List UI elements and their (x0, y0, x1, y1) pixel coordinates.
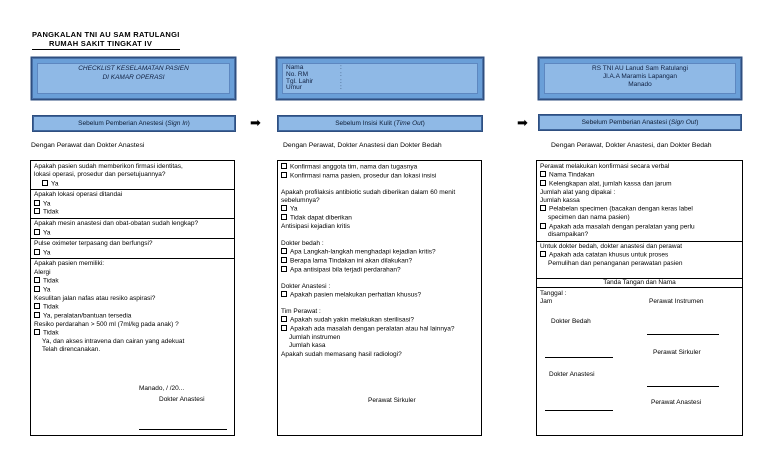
spacer (281, 274, 479, 282)
role-dokter-anastesi: Dokter Anastesi (549, 371, 595, 378)
item-text: Pelabelan specimen (bacakan dengan keras label (549, 205, 693, 213)
item-text: Berapa lama Tindakan ini akan dilakukan? (290, 257, 413, 265)
item-text: Perawat melakukan konfirmasi secara verbal (540, 163, 670, 170)
checklist-text (540, 214, 740, 222)
section-label: Sebelum Pemberian Anestesi ( (78, 119, 168, 127)
checklist-item (34, 303, 232, 312)
role-perawat-anastesi: Perawat Anastesi (651, 399, 702, 406)
item-text: Ya (51, 180, 59, 188)
place-date: Manado, / /20... (139, 385, 185, 392)
checklist-text (34, 346, 232, 354)
item-text: Jumlah kasa (289, 342, 326, 350)
checklist-item (34, 286, 232, 295)
item-text: Dokter Anastesi : (281, 282, 331, 290)
patient-labels (286, 65, 313, 92)
checklist-item (540, 223, 740, 232)
checkbox[interactable] (34, 277, 40, 283)
checkbox[interactable] (281, 214, 287, 220)
item-text: Kesulitan jalan nafas atau resiko aspirasi? (34, 294, 156, 302)
item-text: Apa Langkah-langkah menghadapi kejadian kritis? (290, 248, 436, 256)
checkbox[interactable] (42, 180, 48, 186)
label-no-rm: No. RM (286, 70, 309, 78)
item-text: Ya (43, 229, 51, 237)
checkbox[interactable] (540, 223, 546, 229)
checklist-text (281, 342, 479, 350)
sign-out-list (540, 163, 740, 268)
section-label: Sebelum Insisi Kulit ( (335, 119, 396, 127)
item-text: Untuk dokter bedah, dokter anastesi dan perawat (540, 242, 683, 250)
checklist-item (34, 312, 232, 321)
checklist-item (281, 291, 479, 300)
item-text: Ya (43, 200, 51, 208)
checkbox[interactable] (281, 163, 287, 169)
item-text: Apakah ada masalah dengan peralatan atau hal lainnya? (290, 325, 455, 333)
header-underline (32, 49, 180, 50)
checklist-item (281, 257, 479, 266)
patient-colons (340, 65, 342, 92)
role-dokter-bedah: Dokter Bedah (551, 318, 591, 325)
signature-line (545, 357, 613, 358)
item-text: Apakah profilaksis antibiotic sudah diberikan dalam 60 menit (281, 188, 456, 196)
checkbox[interactable] (34, 286, 40, 292)
title-line1: CHECKLIST KESELAMATAN PASIEN (78, 65, 189, 72)
section-end: ) (187, 119, 190, 127)
address-line3: Manado (628, 81, 652, 88)
checklist-text (540, 231, 740, 239)
jam-label: Jam (540, 298, 553, 305)
checkbox[interactable] (281, 291, 287, 297)
time-out-panel (277, 160, 482, 436)
checklist-text (540, 243, 740, 251)
item-text: specimen dan nama pasien) (548, 214, 630, 222)
item-text: Resiko perdarahan > 500 ml (7ml/kg pada anak) ? (34, 320, 179, 328)
section-italic: Sign Out (670, 118, 697, 126)
checklist-text (281, 283, 479, 291)
item-text: Apa antisipasi bila terjadi perdarahan? (290, 266, 401, 274)
checklist-title-box (32, 58, 235, 99)
checkbox[interactable] (281, 257, 287, 263)
checklist-text (34, 220, 232, 228)
item-text: Kelengkapan alat, jumlah kassa dan jarum (549, 180, 672, 188)
sign-in-list (34, 163, 232, 354)
label-tgl-lahir: Tgl. Lahir (286, 77, 314, 85)
checklist-text (34, 171, 232, 179)
item-text: Apakah pasien sudah memberikon firmasi identitas, (34, 163, 183, 170)
checklist-text (34, 260, 232, 268)
label-nama: Nama (286, 64, 304, 71)
item-text: Konfirmasi nama pasien, prosedur dan lokasi insisi (290, 172, 437, 180)
checkbox[interactable] (34, 249, 40, 255)
caption-time-out: Dengan Perawat, Dokter Anastesi dan Dokter Bedah (283, 142, 442, 149)
checklist-item (281, 325, 479, 334)
checklist-item (540, 251, 740, 260)
checklist-item (34, 249, 232, 258)
item-text: Apakah pasien melakukan perhatian khusus? (290, 291, 422, 299)
item-text: Ya (290, 205, 298, 213)
item-text: disampaikan? (548, 231, 589, 239)
checklist-item (281, 172, 479, 181)
colon: : (340, 64, 342, 71)
item-text: lokasi operasi, prosedur dan persetujuannya? (34, 171, 166, 179)
item-text: Tidak (43, 208, 59, 216)
checklist-item (34, 200, 232, 209)
checklist-text (281, 223, 479, 231)
caption-sign-out: Dengan Perawat, Dokter Anastesi, dan Dokter Bedah (551, 142, 712, 149)
section-end: ) (696, 118, 699, 126)
checkbox[interactable] (281, 266, 287, 272)
checklist-text (281, 334, 479, 342)
checklist-text (34, 295, 232, 303)
spacer (281, 181, 479, 189)
item-text: Tidak (43, 303, 59, 311)
checklist-item (34, 229, 232, 238)
checklist-item (34, 329, 232, 338)
section-label: Sebelum Pemberian Anastesi ( (581, 118, 671, 126)
checklist-item (281, 205, 479, 214)
item-text: Tim Perawat : (281, 308, 321, 316)
arrow-right-icon: ➡ (517, 115, 528, 130)
section-italic: Time Out (395, 119, 423, 127)
checklist-text (540, 163, 740, 171)
item-text: Apakah ada catatan khusus untuk proses (549, 251, 669, 259)
hospital-address-box (539, 58, 741, 99)
checkbox[interactable] (34, 303, 40, 309)
item-text: Telah direncanakan. (42, 345, 101, 353)
item-text: Konfirmasi anggota tim, nama dan tugasnya (290, 163, 418, 171)
item-text: Alergi (34, 268, 51, 276)
time-out-list (281, 163, 479, 359)
checklist-text (34, 163, 232, 171)
checkbox[interactable] (281, 205, 287, 211)
checklist-item (540, 205, 740, 214)
checklist-item (540, 171, 740, 180)
item-text: Nama Tindakan (549, 171, 595, 179)
item-text: Apakah sudah yakin melakukan sterilisasi? (290, 316, 414, 324)
item-text: Pemulihan dan penanganan perawatan pasien (548, 259, 683, 267)
checklist-item (281, 316, 479, 325)
checklist-item (34, 277, 232, 286)
caption-sign-in: Dengan Perawat dan Dokter Anastesi (31, 142, 145, 149)
checkbox[interactable] (34, 329, 40, 335)
item-text: Apakah ada masalah dengan peralatan yang perlu (549, 223, 695, 231)
signature-line (647, 334, 719, 335)
checklist-text (540, 189, 740, 197)
item-text: Tidak (43, 277, 59, 285)
checkbox[interactable] (281, 325, 287, 331)
address-line1: RS TNI AU Lanud Sam Ratulangi (592, 65, 688, 72)
patient-info-box (277, 58, 483, 99)
item-text: Apakah sudah memasang hasil radiologi? (281, 350, 402, 358)
item-text: Jumlah kassa (540, 197, 580, 205)
spacer (281, 231, 479, 239)
checkbox[interactable] (540, 171, 546, 177)
checklist-item (34, 180, 232, 189)
signature-line (647, 386, 719, 387)
tanggal-label: Tanggal : (540, 290, 567, 297)
section-time-out (278, 116, 482, 131)
spacer (281, 300, 479, 308)
section-sign-out (539, 115, 741, 130)
checklist-text (281, 189, 479, 197)
checklist-item (281, 266, 479, 275)
item-text: Apakah mesin anastesi dan obat-obatan sudah lengkap? (34, 220, 199, 228)
sig-divider (537, 287, 742, 288)
item-text: Apakah lokasi operasi ditandai (34, 191, 123, 199)
divider (31, 218, 235, 219)
checklist-text (281, 351, 479, 359)
checklist-text (281, 197, 479, 205)
hospital-unit-name: RUMAH SAKIT TINGKAT IV (49, 39, 153, 48)
address-line2: Jl.A.A Maramis Lapangan (602, 73, 678, 80)
divider (537, 241, 743, 242)
item-text: Ya (43, 249, 51, 257)
colon: : (340, 84, 342, 92)
checkbox[interactable] (34, 312, 40, 318)
item-text: sebelumnya? (281, 197, 320, 205)
title-line2: DI KAMAR OPERASI (102, 74, 165, 81)
sign-in-panel (30, 160, 235, 436)
section-sign-in (33, 116, 235, 131)
arrow-right-icon: ➡ (250, 115, 261, 130)
item-text: Tidak (43, 329, 59, 337)
signature-line (545, 410, 613, 411)
checkbox[interactable] (540, 180, 546, 186)
checkbox[interactable] (540, 251, 546, 257)
checklist-text (34, 191, 232, 199)
checkbox[interactable] (34, 208, 40, 214)
item-text: Ya, dan akses intravena dan cairan yang adekuat (42, 337, 185, 345)
item-text: Jumlah alat yang dipakai : (540, 188, 616, 196)
sig-header: Tanda Tangan dan Nama (603, 279, 676, 286)
item-text: Ya (43, 286, 51, 294)
checklist-text (540, 197, 740, 205)
section-italic: Sign In (167, 119, 188, 127)
divider (31, 189, 235, 190)
sign-in-signer: Dokter Anastesi (159, 396, 205, 403)
checkbox[interactable] (281, 172, 287, 178)
item-text: Antisipasi kejadian kritis (281, 223, 351, 231)
item-text: Jumlah instrumen (289, 333, 341, 341)
hospital-org-name: PANGKALAN TNI AU SAM RATULANGI (32, 30, 180, 39)
checklist-text (281, 308, 479, 316)
sign-out-panel (536, 160, 743, 436)
item-text: Dokter bedah : (281, 239, 324, 247)
role-perawat-instrumen: Perawat Instrumen (649, 298, 704, 305)
divider (31, 238, 235, 239)
checklist-text (34, 338, 232, 346)
item-text: Tidak dapat diberikan (290, 214, 352, 222)
label-umur: Umur (286, 84, 302, 92)
checklist-item (540, 180, 740, 189)
signature-line (139, 429, 227, 430)
item-text: Pulse oximeter terpasang dan berfungsi? (34, 240, 153, 248)
checklist-text (281, 240, 479, 248)
checklist-text (540, 260, 740, 268)
item-text: Ya, peralatan/bantuan tersedia (43, 312, 132, 320)
checklist-item (281, 163, 479, 172)
item-text: Apakah pasien memiliki: (34, 260, 105, 268)
checklist-text (34, 321, 232, 329)
section-end: ) (422, 119, 425, 127)
checkbox[interactable] (540, 205, 546, 211)
checklist-text (34, 269, 232, 277)
divider (31, 258, 235, 259)
checklist-item (281, 214, 479, 223)
checkbox[interactable] (281, 248, 287, 254)
checklist-item (34, 208, 232, 217)
checkbox[interactable] (34, 229, 40, 235)
colon: : (340, 77, 342, 85)
checklist-text (34, 240, 232, 248)
colon: : (340, 70, 342, 78)
checklist-item (281, 248, 479, 257)
checkbox[interactable] (34, 200, 40, 206)
role-perawat-sirkuler: Perawat Sirkuler (653, 349, 701, 356)
checkbox[interactable] (281, 316, 287, 322)
time-out-signer: Perawat Sirkuler (368, 397, 416, 404)
